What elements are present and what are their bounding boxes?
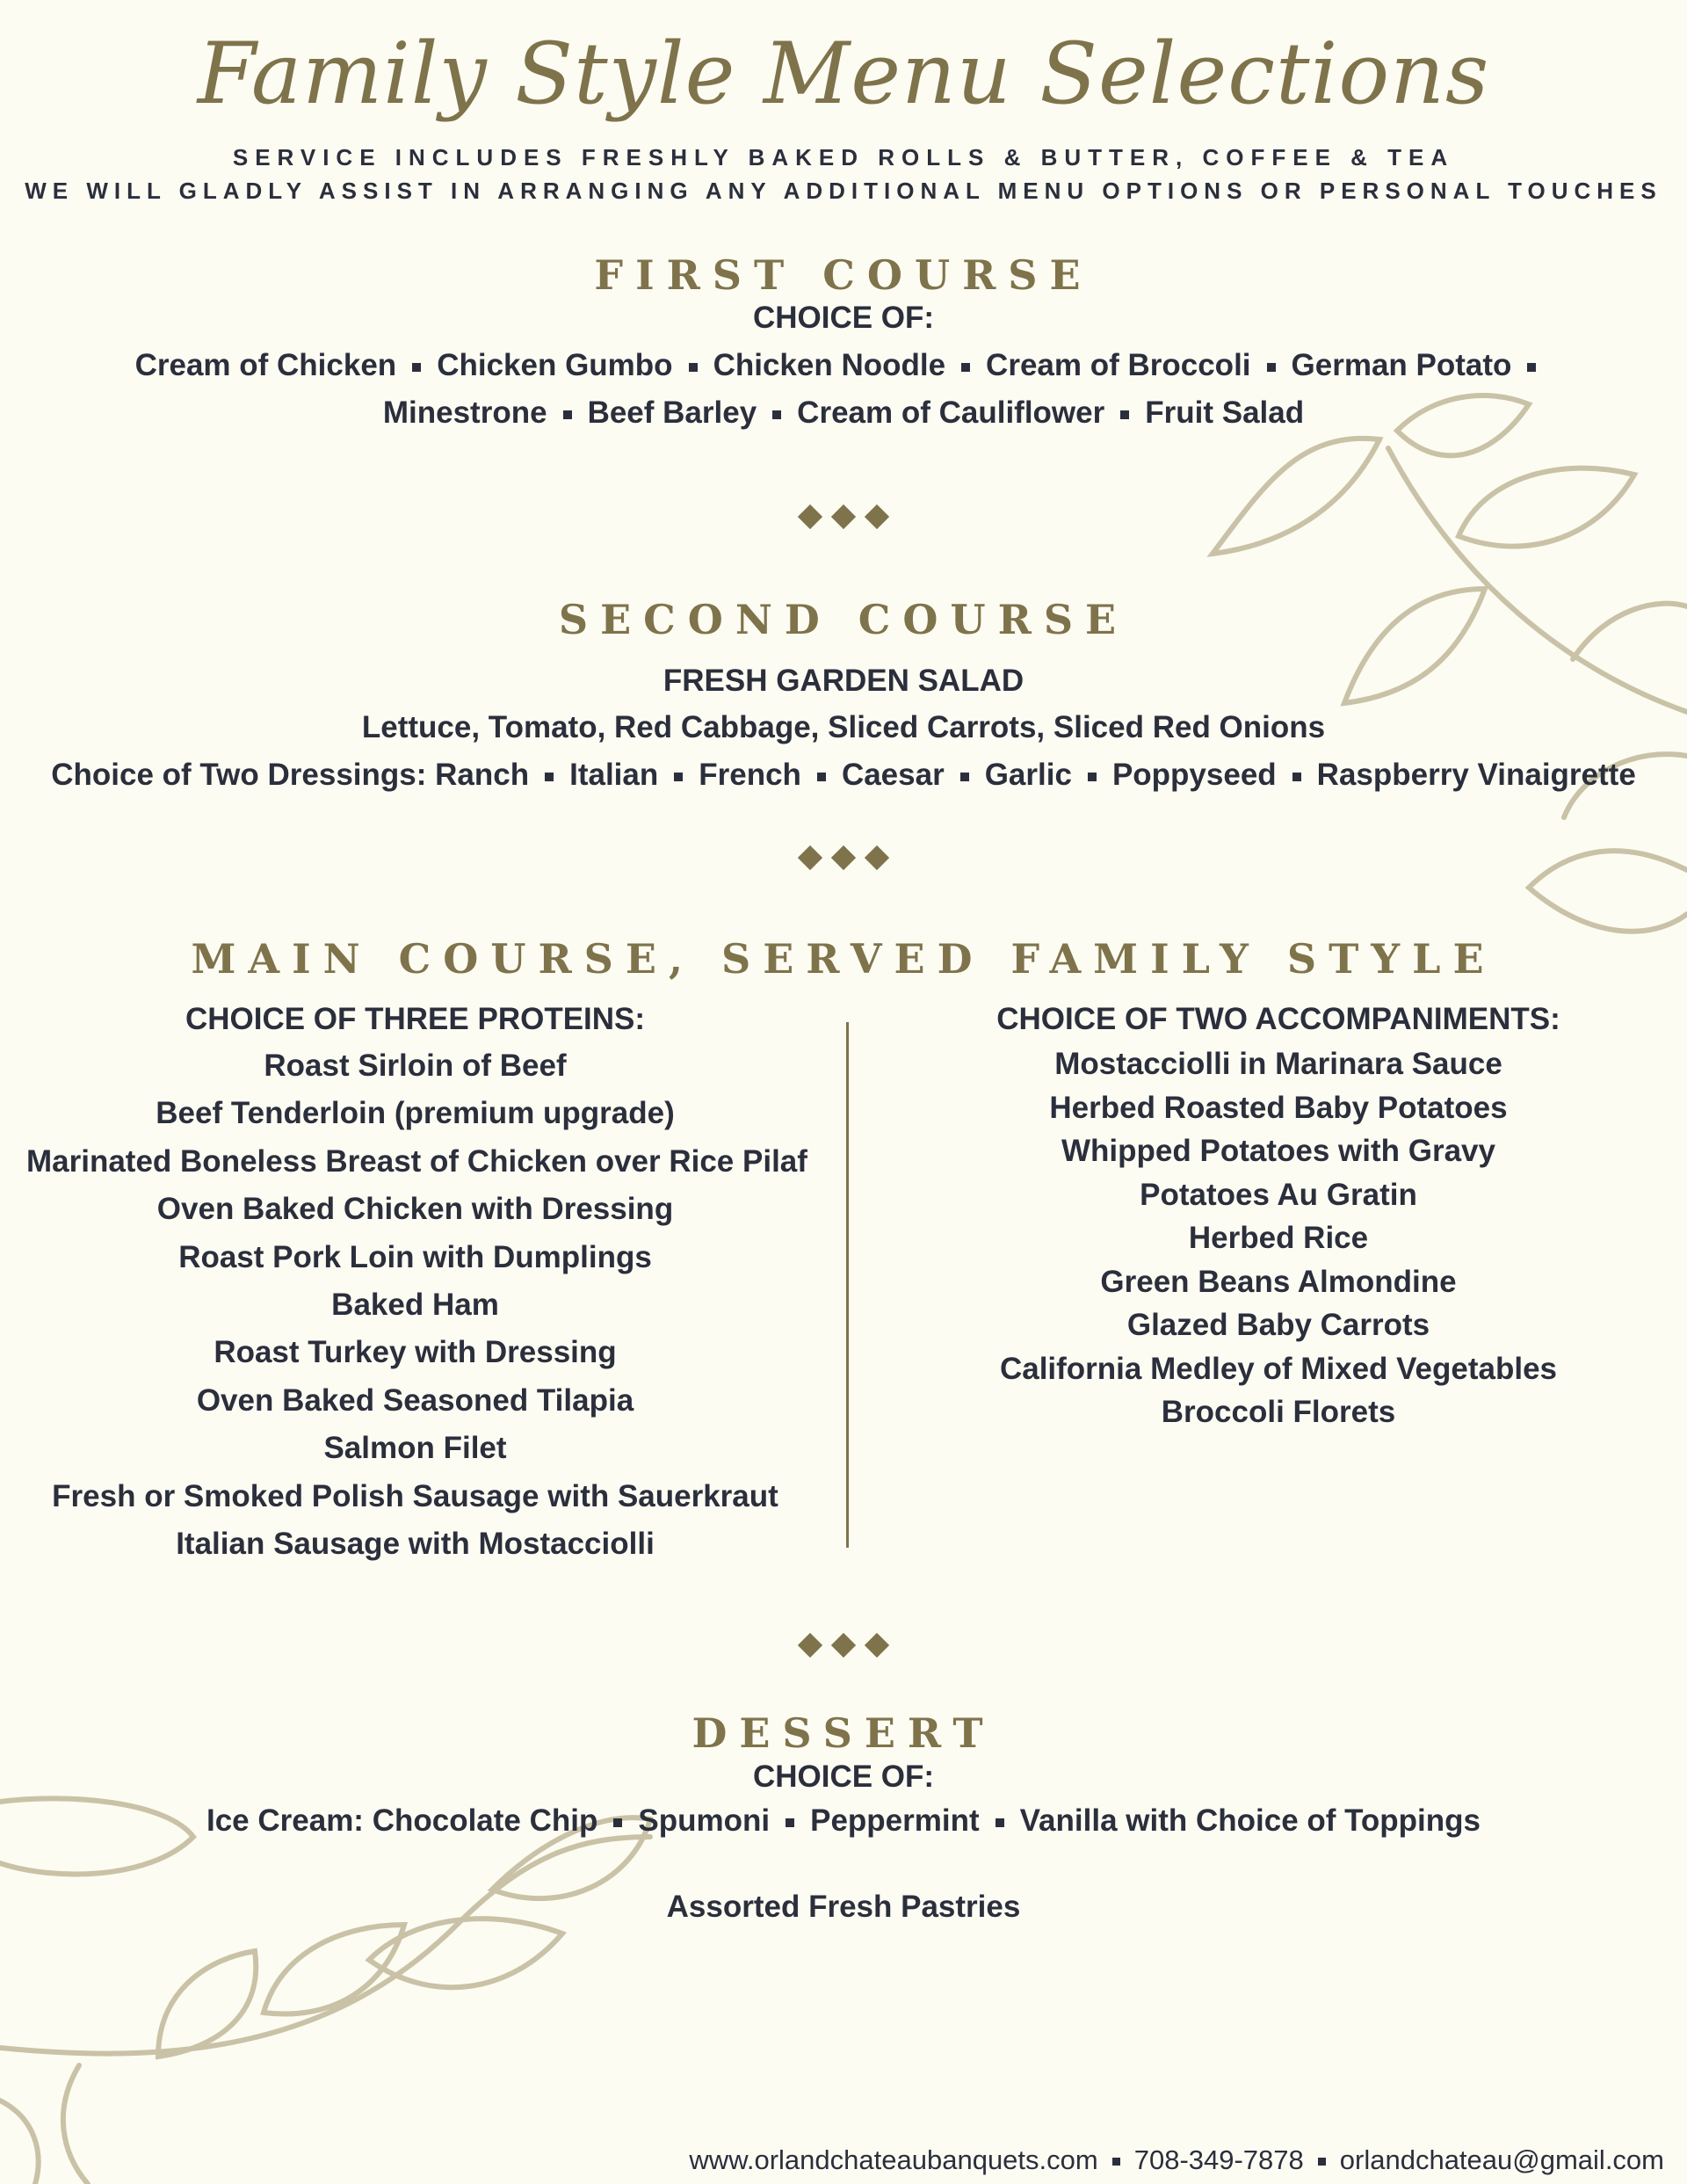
dressing-option: French xyxy=(699,758,801,792)
bullet-icon xyxy=(674,773,683,781)
soup-option: German Potato xyxy=(1291,348,1512,382)
dressing-option: Italian xyxy=(569,758,659,792)
list-item: Roast Sirloin of Beef xyxy=(264,1048,567,1083)
bullet-icon xyxy=(817,773,826,781)
soup-option: Cream of Chicken xyxy=(134,348,397,382)
list-item: Roast Turkey with Dressing xyxy=(214,1335,617,1370)
soup-option: Beef Barley xyxy=(587,395,757,430)
bullet-icon xyxy=(961,363,970,372)
dessert-choice-label: CHOICE OF: xyxy=(752,1760,935,1794)
bullet-icon xyxy=(1267,363,1276,372)
soup-option: Fruit Salad xyxy=(1145,395,1305,430)
soup-option: Minestrone xyxy=(382,395,547,430)
bullet-icon xyxy=(960,773,969,781)
list-item: Green Beans Almondine xyxy=(1100,1264,1457,1299)
list-item: Whipped Potatoes with Gravy xyxy=(1061,1134,1495,1168)
bullet-icon xyxy=(1088,773,1097,781)
column-divider xyxy=(846,1022,849,1548)
dressings-row xyxy=(0,758,1687,793)
bullet-icon xyxy=(1112,2158,1120,2166)
list-item: Fresh or Smoked Polish Sausage with Sauerkraut xyxy=(52,1478,778,1513)
service-note: SERVICE INCLUDES FRESHLY BAKED ROLLS & BUTTER, COFFEE & TEA xyxy=(232,144,1455,171)
dressing-option: Garlic xyxy=(984,758,1072,792)
dressing-option: Poppyseed xyxy=(1111,758,1277,792)
bullet-icon xyxy=(996,1818,1004,1827)
contact-footer xyxy=(689,2144,1664,2176)
proteins-column xyxy=(26,997,807,1568)
divider-diamonds-icon xyxy=(0,849,1687,875)
bullet-icon xyxy=(412,363,421,372)
dessert-option: Ice Cream: Chocolate Chip xyxy=(206,1803,598,1838)
dessert-row xyxy=(0,1803,1687,1839)
list-item: Oven Baked Chicken with Dressing xyxy=(156,1192,674,1227)
list-item: Glazed Baby Carrots xyxy=(1126,1308,1430,1342)
list-item: Beef Tenderloin (premium upgrade) xyxy=(156,1096,675,1131)
bullet-icon xyxy=(689,363,698,372)
list-item: Marinated Boneless Breast of Chicken over Rice Pilaf xyxy=(26,1143,807,1179)
list-item: Oven Baked Seasoned Tilapia xyxy=(196,1382,634,1418)
website-link[interactable]: www.orlandchateaubanquets.com xyxy=(689,2144,1098,2175)
list-item: Herbed Rice xyxy=(1188,1221,1369,1255)
dressings-label: Choice of Two Dressings: Ranch xyxy=(51,758,530,792)
first-course-choice-label: CHOICE OF: xyxy=(752,301,935,335)
accompaniments-list xyxy=(887,1042,1669,1434)
accompaniments-label: CHOICE OF TWO ACCOMPANIMENTS: xyxy=(996,1002,1560,1036)
dessert-option: Vanilla with Choice of Toppings xyxy=(1019,1803,1481,1838)
leaf-branch-bottom-left-icon xyxy=(0,1784,668,2184)
main-course-title: MAIN COURSE, SERVED FAMILY STYLE xyxy=(191,935,1496,983)
dressing-option: Caesar xyxy=(841,758,945,792)
salad-name: FRESH GARDEN SALAD xyxy=(662,664,1025,698)
bullet-icon xyxy=(1120,410,1129,419)
assist-note: WE WILL GLADLY ASSIST IN ARRANGING ANY ADDITIONAL MENU OPTIONS OR PERSONAL TOUCHES xyxy=(25,178,1662,204)
page-title: Family Style Menu Selections xyxy=(197,25,1490,123)
divider-diamonds-icon xyxy=(0,508,1687,534)
second-course-title: SECOND COURSE xyxy=(558,596,1129,643)
dessert-option: Spumoni xyxy=(638,1803,771,1838)
proteins-list xyxy=(26,1042,807,1568)
list-item: California Medley of Mixed Vegetables xyxy=(999,1351,1558,1386)
pastries-line: Assorted Fresh Pastries xyxy=(666,1890,1021,1924)
dessert-title: DESSERT xyxy=(691,1709,996,1757)
dessert-option: Peppermint xyxy=(810,1803,980,1838)
bullet-icon xyxy=(1292,773,1301,781)
list-item: Baked Ham xyxy=(331,1287,499,1322)
first-course-title: FIRST COURSE xyxy=(594,251,1093,299)
soup-option: Cream of Broccoli xyxy=(986,348,1251,382)
bullet-icon xyxy=(563,410,572,419)
first-course-row-1 xyxy=(0,348,1687,383)
list-item: Herbed Roasted Baby Potatoes xyxy=(1049,1090,1508,1125)
soup-option: Chicken Gumbo xyxy=(437,348,673,382)
email-link[interactable]: orlandchateau@gmail.com xyxy=(1339,2144,1664,2175)
first-course-row-2 xyxy=(0,395,1687,431)
dressing-option: Raspberry Vinaigrette xyxy=(1316,758,1636,792)
soup-option: Chicken Noodle xyxy=(713,348,946,382)
bullet-icon xyxy=(786,1818,794,1827)
soup-option: Cream of Cauliflower xyxy=(797,395,1105,430)
phone-number: 708-349-7878 xyxy=(1133,2144,1304,2175)
list-item: Roast Pork Loin with Dumplings xyxy=(178,1239,652,1274)
bullet-icon xyxy=(772,410,781,419)
divider-diamonds-icon xyxy=(0,1636,1687,1663)
salad-ingredients: Lettuce, Tomato, Red Cabbage, Sliced Carrots, Sliced Red Onions xyxy=(361,710,1326,744)
proteins-label: CHOICE OF THREE PROTEINS: xyxy=(185,1002,646,1036)
bullet-icon xyxy=(1527,363,1536,372)
list-item: Broccoli Florets xyxy=(1161,1395,1396,1429)
bullet-icon xyxy=(1318,2158,1326,2166)
list-item: Potatoes Au Gratin xyxy=(1140,1177,1417,1212)
list-item: Italian Sausage with Mostacciolli xyxy=(176,1526,655,1561)
list-item: Salmon Filet xyxy=(323,1431,507,1466)
bullet-icon xyxy=(613,1818,622,1827)
accompaniments-column xyxy=(887,997,1669,1434)
list-item: Mostacciolli in Marinara Sauce xyxy=(1054,1047,1502,1081)
bullet-icon xyxy=(545,773,554,781)
